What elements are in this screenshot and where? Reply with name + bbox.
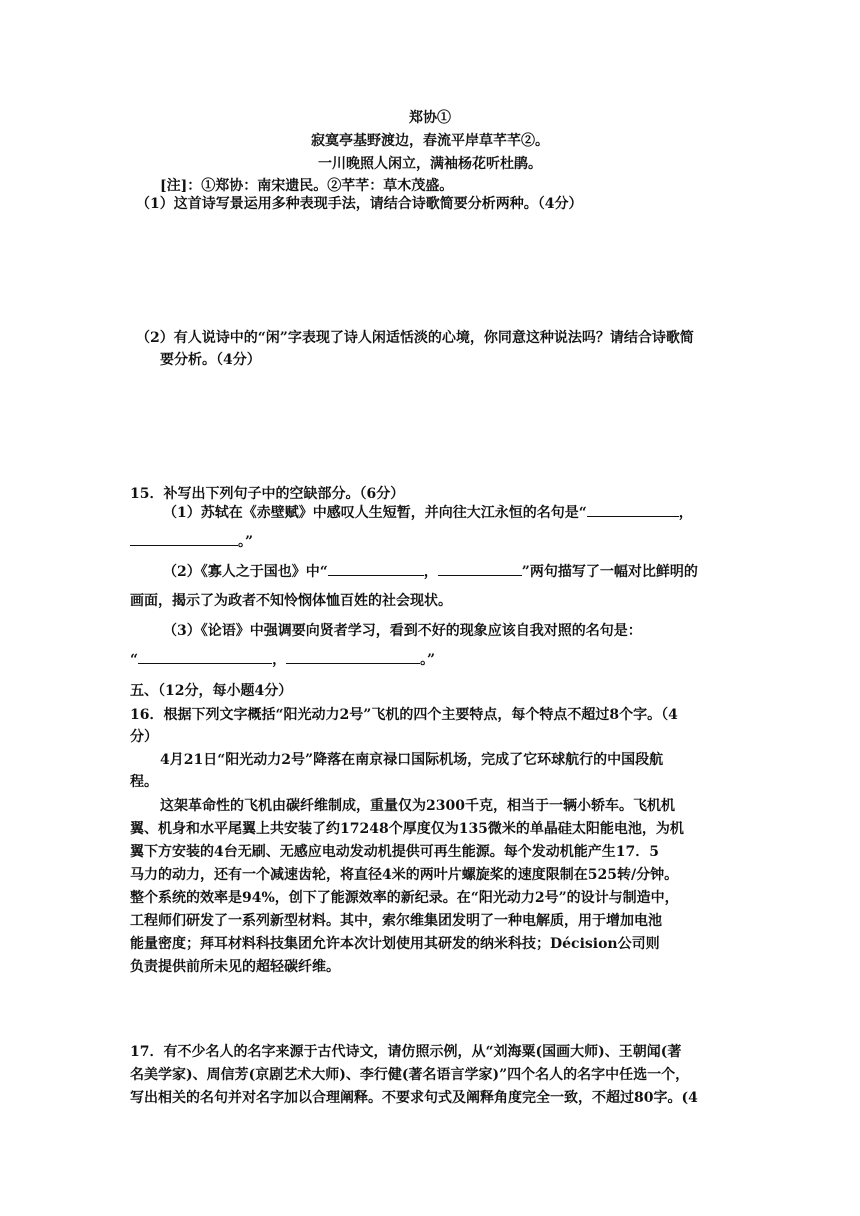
- poem-author: 郑协①: [409, 110, 451, 126]
- q16-p2-line6: 工程师们研发了一系列新型材料。其中，索尔维集团发明了一种电解质，用于增加电池: [130, 913, 662, 929]
- poem-line-2: 一川晚照人闲立，满袖杨花听杜鹃。: [318, 156, 542, 172]
- q15-s2-comma: ，: [423, 564, 438, 580]
- q16-p2-line5: 整个系统的效率是94%，创下了能源效率的新纪录。在“阳光动力2号”的设计与制造中，: [130, 890, 679, 906]
- q15-s1-end: 。”: [238, 534, 254, 550]
- poem-note: [注]：①郑协：南宋遗民。②芊芊：草木茂盛。: [160, 178, 454, 194]
- q15-s3-line1: （3）《论语》中强调要向贤者学习，看到不好的现象应该自我对照的名句是：: [163, 623, 642, 639]
- section-5-title: 五、（12分，每小题4分）: [130, 683, 293, 699]
- q17-line2: 名美学家)、周信芳(京剧艺术大师)、李行健(著名语言学家)”四个名人的名字中任选一个，: [130, 1067, 690, 1083]
- q15-s3-open: “: [130, 652, 139, 668]
- q16-p2-line2: 翼、机身和水平尾翼上共安装了约17248个厚度仅为135微米的单晶硅太阳能电池，为机: [130, 821, 684, 837]
- q15-s3-end: 。”: [420, 652, 436, 668]
- q16-p2-line3: 翼下方安装的4台无刷、无感应电动发动机提供可再生能源。每个发动机能产生17．5: [130, 844, 659, 860]
- q15-s1-text: （1）苏轼在《赤壁赋》中感叹人生短暂，并向往大江永恒的名句是“: [163, 505, 587, 521]
- q15-s1-comma: ，: [678, 505, 693, 521]
- q15-s3-comma: ，: [272, 652, 287, 668]
- q17-line3: 写出相关的名句并对名字加以合理阐释。不要求句式及阐释角度完全一致，不超过80字。(4: [130, 1090, 698, 1106]
- q15-s2-line2: 画面，揭示了为政者不知怜悯体恤百姓的社会现状。: [130, 593, 452, 609]
- q15-s2-text-b: ”两句描写了一幅对比鲜明的: [521, 564, 698, 580]
- q14-sub1: （1）这首诗写景运用多种表现手法，请结合诗歌简要分析两种。（4分）: [136, 196, 583, 212]
- q16-p2-line7: 能量密度；拜耳材料科技集团允许本次计划使用其研发的纳米科技；Décision公司则: [130, 936, 660, 952]
- q16-p1-line1: 4月21日“阳光动力2号”降落在南京禄口国际机场，完成了它环球航行的中国段航: [160, 752, 664, 768]
- q15-s2-blank-1[interactable]: [328, 562, 424, 576]
- q15-s3-blank-1[interactable]: [138, 650, 272, 664]
- q15-s3-blank-2[interactable]: [286, 650, 420, 664]
- q15-s1-blank-2[interactable]: [130, 532, 238, 546]
- q16-p2-line8: 负责提供前所未见的超轻碳纤维。: [130, 959, 340, 975]
- q16-title-line1: 16．根据下列文字概括“阳光动力2号”飞机的四个主要特点，每个特点不超过8个字。（4: [130, 707, 678, 723]
- q15-s2-blank-2[interactable]: [438, 562, 522, 576]
- q15-s2-text: （2）《寡人之于国也》中“: [163, 564, 328, 580]
- q15-s2-line1: [163, 562, 698, 582]
- q15-s1-line1: [163, 503, 693, 523]
- q14-sub2-line2: 要分析。（4分）: [160, 352, 261, 368]
- q15-s1-line2: [130, 532, 253, 552]
- q16-p2-line1: 这架革命性的飞机由碳纤维制成，重量仅为2300千克，相当于一辆小轿车。飞机机: [160, 798, 675, 814]
- q16-title-line2: 分）: [130, 729, 158, 745]
- q16-p2-line4: 马力的动力，还有一个减速齿轮，将直径4米的两叶片螺旋桨的速度限制在525转/分钟。: [130, 867, 679, 883]
- q15-title: 15．补写出下列句子中的空缺部分。（6分）: [130, 486, 405, 502]
- q15-s3-line2: [130, 650, 435, 670]
- q14-sub2-line1: （2）有人说诗中的“闲”字表现了诗人闲适恬淡的心境，你同意这种说法吗？请结合诗歌简: [136, 330, 694, 346]
- q16-p1-line2: 程。: [130, 774, 158, 790]
- q15-s1-blank-1[interactable]: [587, 503, 679, 517]
- q17-line1: 17．有不少名人的名字来源于古代诗文，请仿照示例，从“刘海粟(国画大师)、王朝闻(著: [130, 1044, 682, 1060]
- poem-line-1: 寂寞亭基野渡边，春流平岸草芊芊②。: [311, 133, 549, 149]
